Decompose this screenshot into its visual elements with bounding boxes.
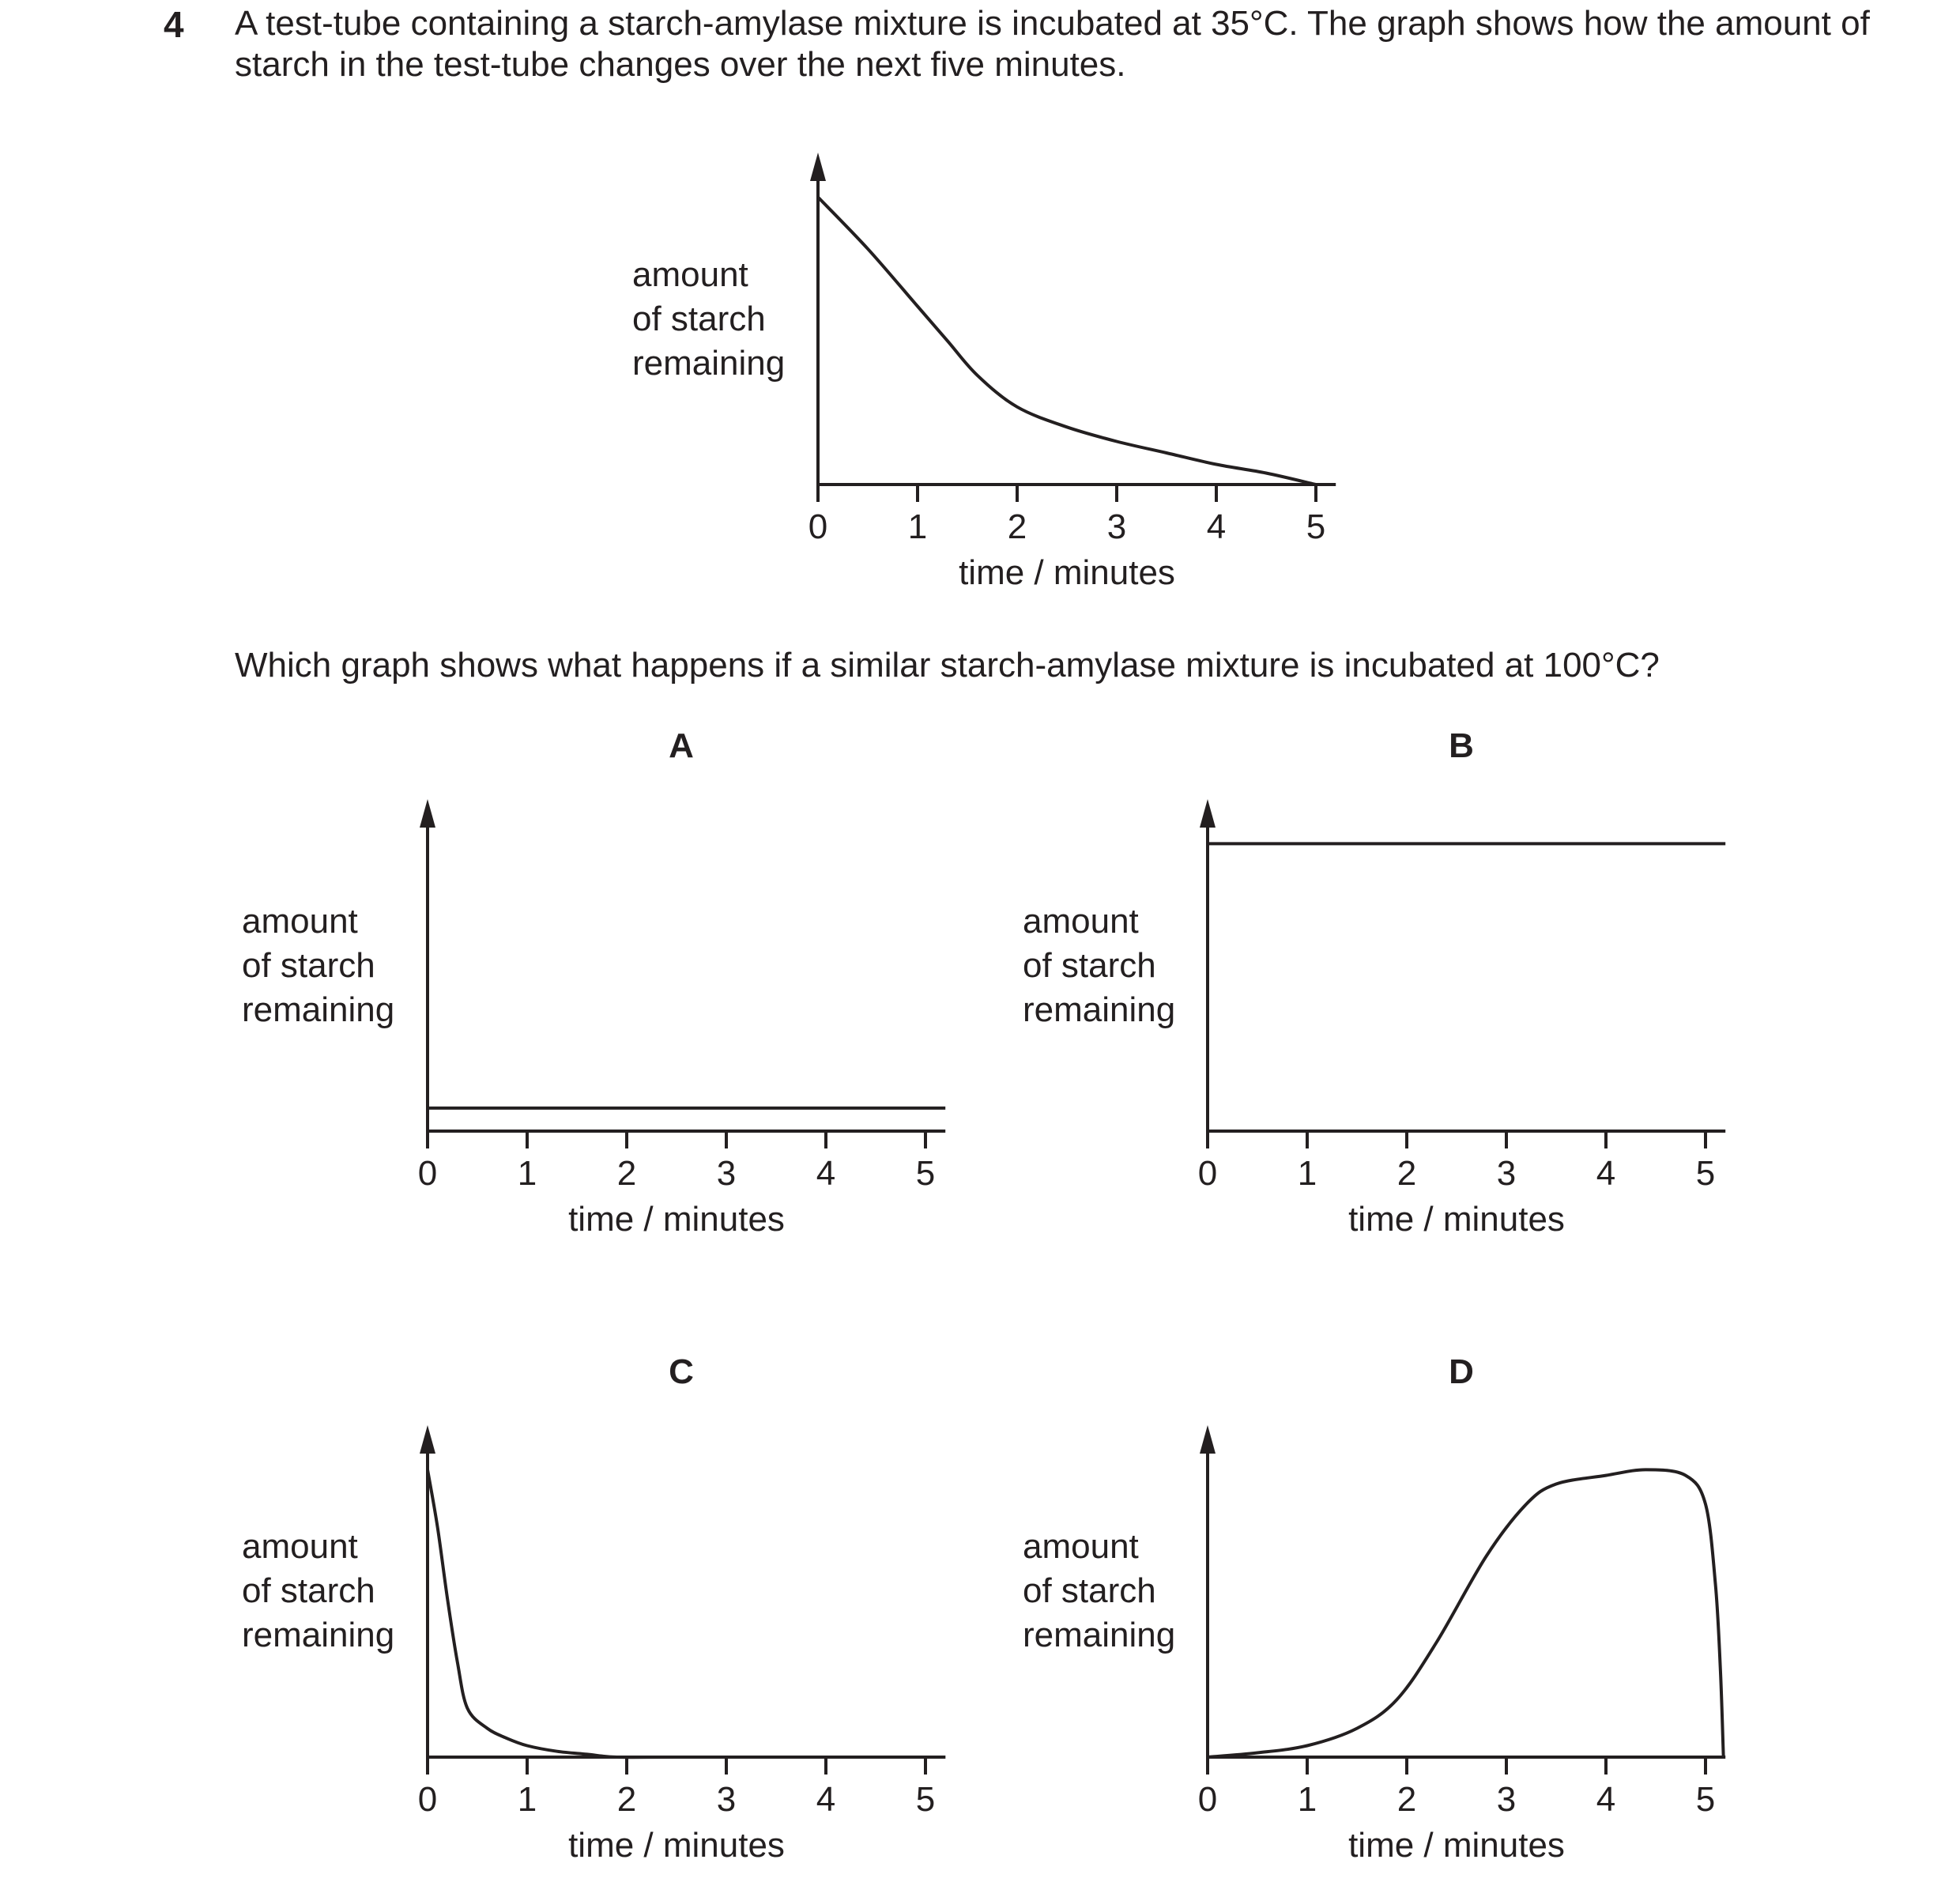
y-axis-label: remaining bbox=[632, 344, 786, 383]
x-axis-label: time / minutes bbox=[959, 553, 1175, 592]
x-tick-label: 3 bbox=[1106, 507, 1127, 546]
x-tick-label: 2 bbox=[616, 1154, 637, 1193]
y-axis-label: amount bbox=[242, 902, 358, 941]
question-text: A test-tube containing a starch-amylase mixture is incubated at 35°C. The graph shows how the amount of starch in the test-tube changes over the next five minutes. bbox=[235, 4, 1870, 84]
x-axis-label: time / minutes bbox=[568, 1200, 785, 1239]
y-axis-label: of starch bbox=[632, 300, 766, 338]
y-axis-label: remaining bbox=[242, 1616, 395, 1654]
x-tick-label: 4 bbox=[816, 1780, 836, 1819]
series-line bbox=[1208, 1469, 1724, 1757]
x-tick-label: 4 bbox=[1206, 507, 1227, 546]
x-tick-label: 4 bbox=[1596, 1154, 1616, 1193]
x-tick-label: 3 bbox=[716, 1154, 737, 1193]
y-axis-label: amount bbox=[242, 1527, 358, 1566]
x-tick-label: 0 bbox=[1197, 1154, 1218, 1193]
graph-option-label: C bbox=[669, 1352, 694, 1391]
y-axis-arrow-icon bbox=[1200, 799, 1216, 828]
x-tick-label: 2 bbox=[1396, 1780, 1417, 1819]
x-tick-label: 2 bbox=[616, 1780, 637, 1819]
series-line bbox=[818, 197, 1316, 485]
y-axis-label: amount bbox=[1023, 902, 1139, 941]
question-number: 4 bbox=[164, 4, 184, 45]
y-axis-label: remaining bbox=[242, 990, 395, 1029]
x-tick-label: 0 bbox=[417, 1154, 438, 1193]
y-axis-label: of starch bbox=[242, 946, 375, 985]
x-axis-label: time / minutes bbox=[568, 1826, 785, 1865]
x-tick-label: 5 bbox=[915, 1780, 936, 1819]
y-axis-arrow-icon bbox=[810, 153, 826, 181]
y-axis-arrow-icon bbox=[1200, 1425, 1216, 1454]
x-tick-label: 0 bbox=[1197, 1780, 1218, 1819]
y-axis-label: amount bbox=[1023, 1527, 1139, 1566]
x-tick-label: 1 bbox=[517, 1154, 537, 1193]
y-axis-label: of starch bbox=[1023, 1571, 1156, 1610]
question-prompt: Which graph shows what happens if a similar starch-amylase mixture is incubated at 100°C? bbox=[235, 646, 1660, 685]
y-axis-arrow-icon bbox=[420, 1425, 435, 1454]
x-tick-label: 2 bbox=[1396, 1154, 1417, 1193]
x-tick-label: 0 bbox=[808, 507, 828, 546]
x-tick-label: 0 bbox=[417, 1780, 438, 1819]
x-tick-label: 5 bbox=[1695, 1780, 1716, 1819]
y-axis-label: of starch bbox=[1023, 946, 1156, 985]
y-axis-label: of starch bbox=[242, 1571, 375, 1610]
y-axis-label: amount bbox=[632, 255, 748, 294]
x-tick-label: 3 bbox=[1496, 1154, 1517, 1193]
x-tick-label: 2 bbox=[1007, 507, 1027, 546]
y-axis-arrow-icon bbox=[420, 799, 435, 828]
x-axis-label: time / minutes bbox=[1348, 1200, 1565, 1239]
x-tick-label: 5 bbox=[1306, 507, 1326, 546]
graph-option-label: B bbox=[1449, 726, 1474, 765]
x-tick-label: 4 bbox=[816, 1154, 836, 1193]
graph-option-label: A bbox=[669, 726, 694, 765]
x-tick-label: 3 bbox=[1496, 1780, 1517, 1819]
graph-option-label: D bbox=[1449, 1352, 1474, 1391]
x-axis-label: time / minutes bbox=[1348, 1826, 1565, 1865]
x-tick-label: 5 bbox=[1695, 1154, 1716, 1193]
x-tick-label: 1 bbox=[1297, 1154, 1317, 1193]
x-tick-label: 3 bbox=[716, 1780, 737, 1819]
x-tick-label: 5 bbox=[915, 1154, 936, 1193]
x-tick-label: 1 bbox=[517, 1780, 537, 1819]
y-axis-label: remaining bbox=[1023, 1616, 1176, 1654]
x-tick-label: 1 bbox=[907, 507, 928, 546]
series-line bbox=[428, 1469, 945, 1757]
y-axis-label: remaining bbox=[1023, 990, 1176, 1029]
x-tick-label: 1 bbox=[1297, 1780, 1317, 1819]
x-tick-label: 4 bbox=[1596, 1780, 1616, 1819]
